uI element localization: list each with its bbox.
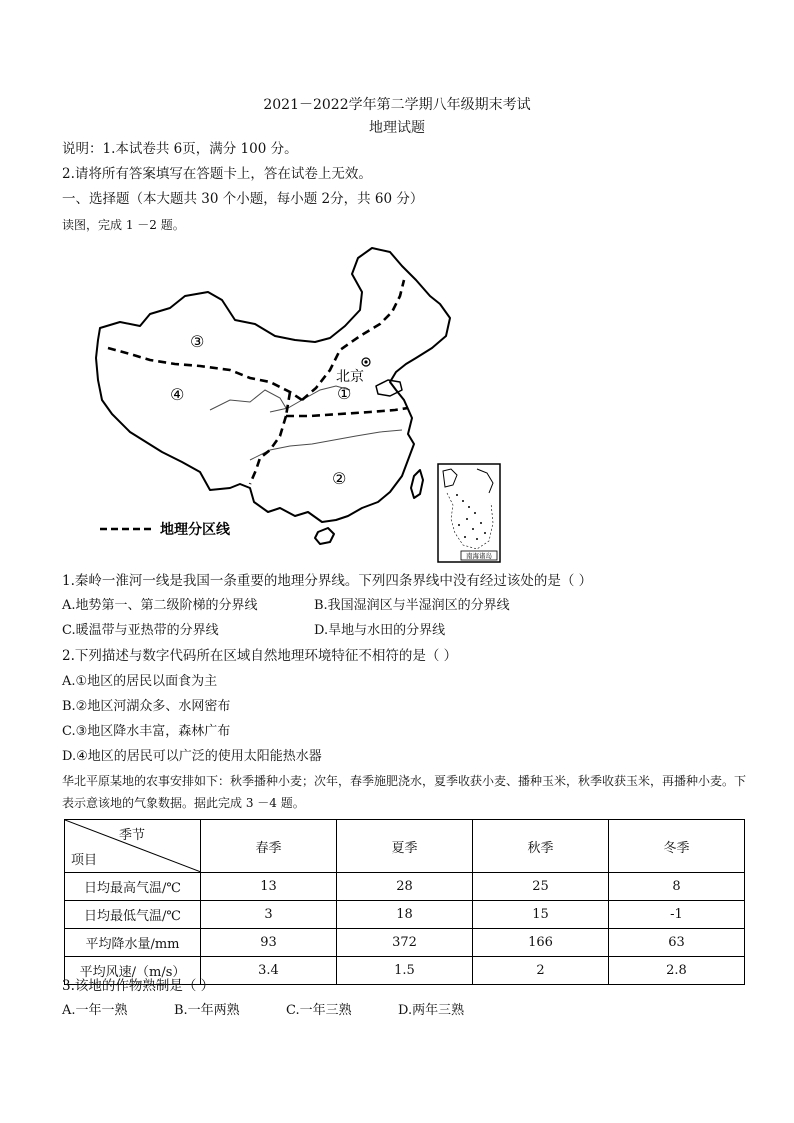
- divide-line-north-west: [108, 348, 302, 400]
- region-3-label: ③: [190, 332, 205, 351]
- q3-option-a[interactable]: A.一年一熟: [62, 1003, 128, 1018]
- china-outline: [96, 248, 450, 522]
- season-header: 冬季: [609, 820, 745, 873]
- table-corner-cell: [65, 820, 201, 873]
- row-label: 平均风速/（m/s）: [65, 957, 201, 985]
- season-header: 夏季: [337, 820, 473, 873]
- region-1-label: ①: [337, 384, 352, 403]
- table-cell: 28: [337, 873, 473, 901]
- table-row: [65, 873, 745, 901]
- table-cell: 63: [609, 929, 745, 957]
- taiwan-island: [411, 470, 423, 498]
- exam-subtitle: 地理试题: [369, 120, 425, 136]
- table-cell: 3: [201, 901, 337, 929]
- table-cell: 2: [473, 957, 609, 985]
- table-cell: 18: [337, 901, 473, 929]
- row-label: 日均最低气温/℃: [65, 901, 201, 929]
- table-cell: 1.5: [337, 957, 473, 985]
- corner-label-item: 项目: [71, 853, 98, 868]
- q1-option-c[interactable]: C.暖温带与亚热带的分界线: [62, 623, 219, 638]
- season-header: 春季: [201, 820, 337, 873]
- inset-label: 南海诸岛: [466, 552, 492, 560]
- table-cell: 372: [337, 929, 473, 957]
- q2-option-a[interactable]: A.①地区的居民以面食为主: [62, 674, 218, 689]
- divide-line-tibet-east: [286, 392, 290, 416]
- q2-option-b[interactable]: B.②地区河湖众多、水网密布: [62, 699, 231, 714]
- region-4-label: ④: [170, 385, 185, 404]
- table-cell: 3.4: [201, 957, 337, 985]
- question-1-stem: 1.秦岭一淮河一线是我国一条重要的地理分界线。下列四条界线中没有经过该处的是（ ）: [62, 573, 593, 589]
- question-3-stem: 3.该地的作物熟制是（ ）: [62, 978, 215, 994]
- south-china-sea-inset: [437, 463, 501, 563]
- inner-boundary: [210, 390, 286, 410]
- table-cell: 2.8: [609, 957, 745, 985]
- table-row: [65, 901, 745, 929]
- beijing-label: 北京: [336, 369, 364, 385]
- q2-option-c[interactable]: C.③地区降水丰富，森林广布: [62, 724, 231, 739]
- q1-option-a[interactable]: A.地势第一、第二级阶梯的分界线: [62, 598, 258, 613]
- section-heading: 一、选择题（本大题共 30 个小题，每小题 2分，共 60 分）: [62, 191, 424, 207]
- q1-option-b[interactable]: B.我国湿润区与半湿润区的分界线: [314, 598, 510, 613]
- table-cell: 13: [201, 873, 337, 901]
- question-2-stem: 2.下列描述与数字代码所在区域自然地理环境特征不相符的是（ ）: [62, 648, 458, 664]
- table-cell: 15: [473, 901, 609, 929]
- passage-text: 华北平原某地的农事安排如下：秋季播种小麦；次年，春季施肥浇水，夏季收获小麦、播种玉米，秋季收获玉米，再播种小麦。下表示意该地的气象数据。据此完成 3 －4 题。: [62, 774, 747, 810]
- table-cell: 93: [201, 929, 337, 957]
- row-label: 日均最高气温/℃: [65, 873, 201, 901]
- season-header: 秋季: [473, 820, 609, 873]
- table-row: [65, 929, 745, 957]
- row-label: 平均降水量/mm: [65, 929, 201, 957]
- divide-line-qinghai-tibet: [250, 416, 286, 484]
- map-intro: 读图，完成 1 －2 题。: [62, 218, 185, 232]
- hainan-island: [315, 528, 334, 544]
- region-2-label: ②: [332, 469, 347, 488]
- instruction-line-2: 2.请将所有答案填写在答题卡上，答在试卷上无效。: [62, 166, 372, 182]
- exam-title: 2021－2022学年第二学期八年级期末考试: [263, 97, 531, 113]
- instruction-line-1: 说明：1.本试卷共 6页，满分 100 分。: [62, 141, 298, 157]
- q3-option-c[interactable]: C.一年三熟: [286, 1003, 352, 1018]
- table-cell: 166: [473, 929, 609, 957]
- legend-label: 地理分区线: [160, 522, 230, 538]
- q3-option-b[interactable]: B.一年两熟: [174, 1003, 240, 1018]
- q2-option-d[interactable]: D.④地区的居民可以广泛的使用太阳能热水器: [62, 749, 322, 764]
- corner-label-season: 季节: [118, 828, 145, 843]
- table-cell: 8: [609, 873, 745, 901]
- table-cell: 25: [473, 873, 609, 901]
- divide-line-qinling-huaihe: [286, 408, 408, 416]
- q1-option-d[interactable]: D.旱地与水田的分界线: [314, 623, 446, 638]
- weather-table: [64, 819, 745, 985]
- q3-option-d[interactable]: D.两年三熟: [398, 1003, 465, 1018]
- table-cell: -1: [609, 901, 745, 929]
